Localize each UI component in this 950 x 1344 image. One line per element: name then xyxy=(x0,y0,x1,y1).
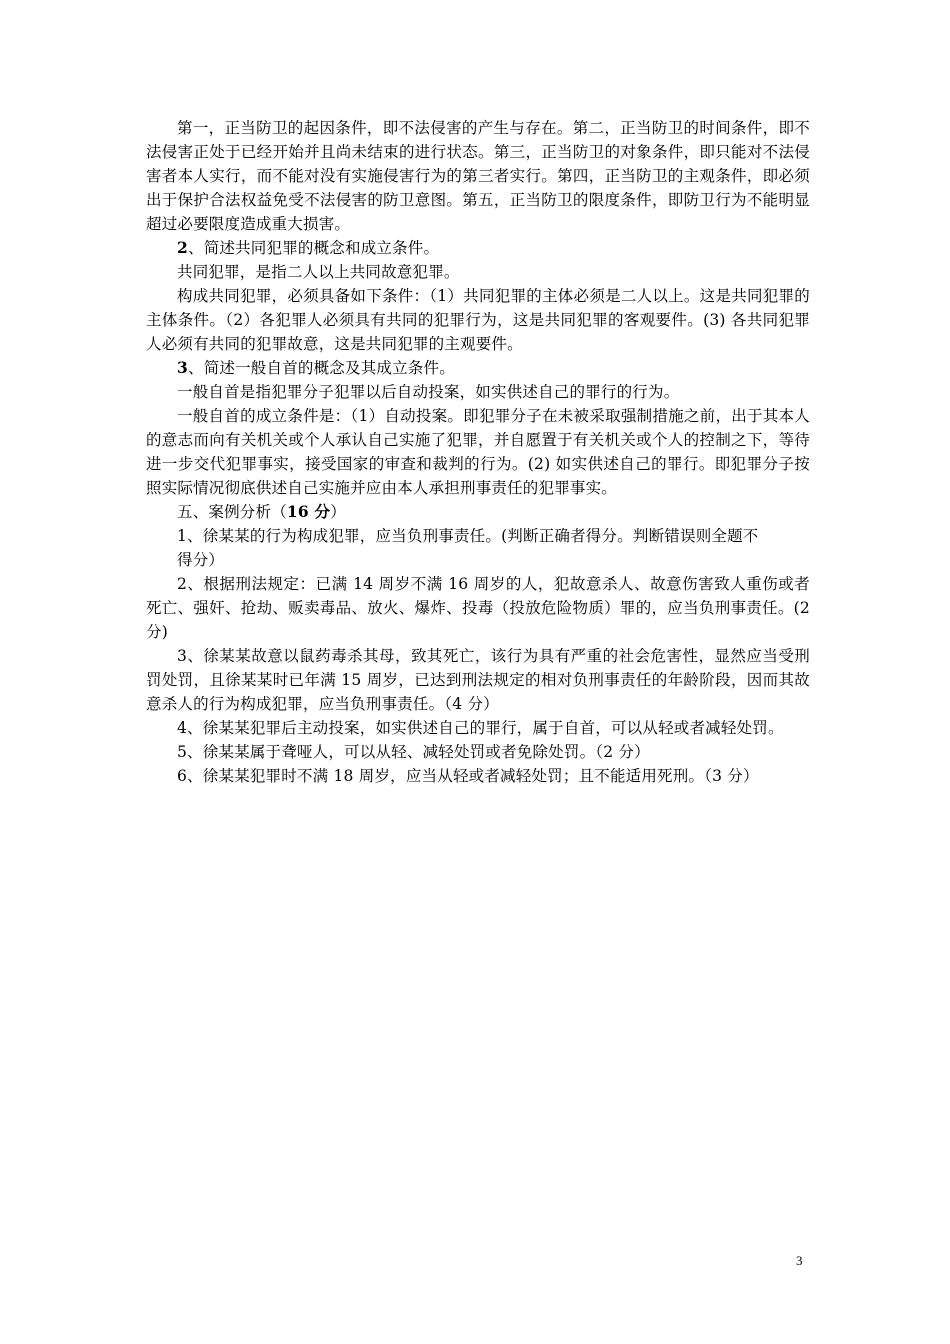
paragraph-joint-crime-conditions: 构成共同犯罪，必须具备如下条件：（1）共同犯罪的主体必须是二人以上。这是共同犯罪的主体条件。（2）各犯罪人必须具有共同的犯罪行为，这是共同犯罪的客观要件。(3) 各共同犯罪人必须有共同的犯罪故意，这是共同犯罪的主观要件。 xyxy=(146,287,810,353)
question-number: 3 xyxy=(177,358,188,377)
answer-item-4: 4、徐某某犯罪后主动投案，如实供述自己的罪行，属于自首，可以从轻或者减轻处罚。 xyxy=(177,719,784,737)
document-body xyxy=(146,116,810,788)
answer-item-5: 5、徐某某属于聋哑人，可以从轻、减轻处罚或者免除处罚。（2 分） xyxy=(177,743,650,761)
section-title: 五、案例分析（ xyxy=(177,503,287,521)
answer-item-1: 1、徐某某的行为构成犯罪，应当负刑事责任。(判断正确者得分。判断错误则全题不 xyxy=(177,527,759,545)
section-title-tail: ） xyxy=(330,503,346,521)
page-number: 3 xyxy=(796,1253,803,1268)
paragraph-defense-conditions: 第一，正当防卫的起因条件，即不法侵害的产生与存在。第二，正当防卫的时间条件，即不法侵害正处于已经开始并且尚未结束的进行状态。第三，正当防卫的对象条件，即只能对不法侵害者本人实行，而不能对没有实施侵害行为的第三者实行。第四，正当防卫的主观条件，即必须出于保护合法权益免受不法侵害的防卫意图。第五，正当防卫的限度条件，即防卫行为不能明显超过必要限度造成重大损害。 xyxy=(146,119,810,233)
answer-item-6: 6、徐某某犯罪时不满 18 周岁，应当从轻或者减轻处罚；且不能适用死刑。（3 分） xyxy=(177,767,759,785)
question-3-heading xyxy=(146,356,810,380)
question-text: 、简述共同犯罪的概念和成立条件。 xyxy=(188,239,440,257)
paragraph-surrender-definition: 一般自首是指犯罪分子犯罪以后自动投案，如实供述自己的罪行的行为。 xyxy=(177,383,680,401)
answer-item-2: 2、根据刑法规定：已满 14 周岁不满 16 周岁的人，犯故意杀人、故意伤害致人重伤或者死亡、强奸、抢劫、贩卖毒品、放火、爆炸、投毒（投放危险物质）罪的，应当负刑事责任。(2 分) xyxy=(146,575,810,641)
paragraph-joint-crime-definition: 共同犯罪，是指二人以上共同故意犯罪。 xyxy=(177,263,460,281)
section-5-heading xyxy=(146,500,810,524)
answer-item-3: 3、徐某某故意以鼠药毒杀其母，致其死亡，该行为具有严重的社会危害性，显然应当受刑罚处罚，且徐某某时已年满 15 周岁，已达到刑法规定的相对负刑事责任的年龄阶段，因而其故意杀人的行为构成犯罪，应当负刑事责任。（4 分） xyxy=(146,647,810,713)
answer-item-1-continuation: 得分） xyxy=(177,551,225,569)
question-2-heading xyxy=(146,236,810,260)
question-number: 2 xyxy=(177,238,188,257)
section-score: 16 分 xyxy=(286,502,331,521)
paragraph-surrender-conditions: 一般自首的成立条件是：（1）自动投案。即犯罪分子在未被采取强制措施之前，出于其本人的意志而向有关机关或个人承认自己实施了犯罪，并自愿置于有关机关或个人的控制之下，等待进一步交代犯罪事实，接受国家的审查和裁判的行为。(2) 如实供述自己的罪行。即犯罪分子按照实际情况彻底供述自己实施并应由本人承担刑事责任的犯罪事实。 xyxy=(146,407,810,497)
question-text: 、简述一般自首的概念及其成立条件。 xyxy=(188,359,455,377)
